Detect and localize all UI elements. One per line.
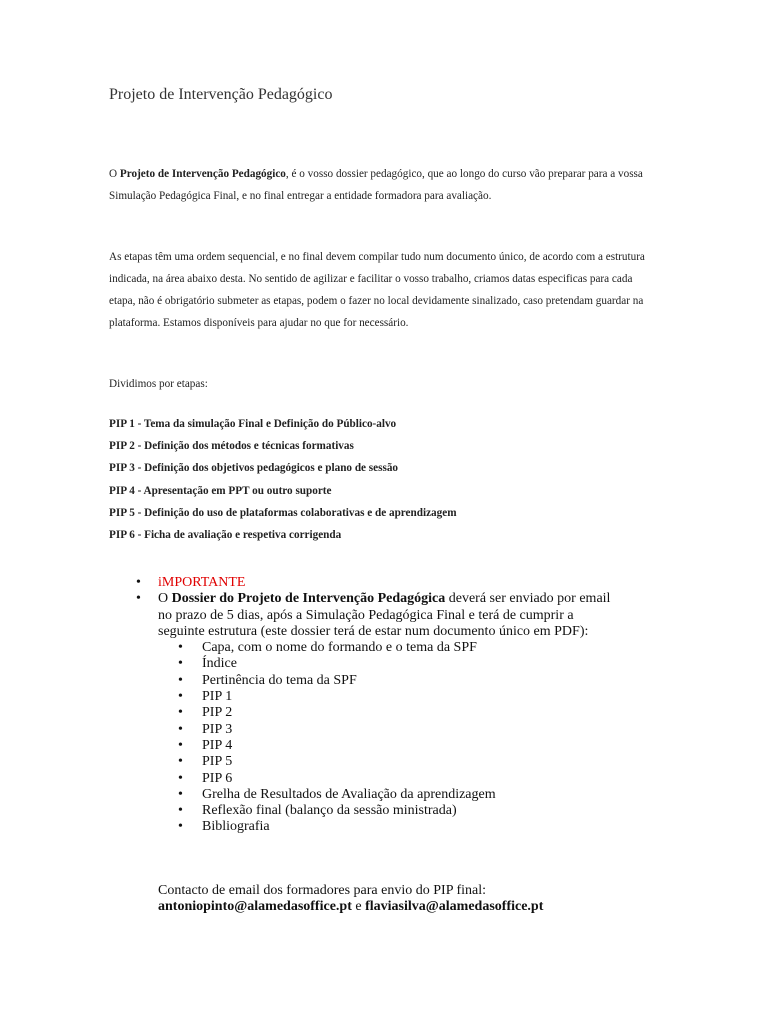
stages-paragraph: As etapas têm uma ordem sequencial, e no final devem compilar tudo num documento único, de acordo com a estrutura indicada, na área abaixo desta. No sentido de agilizar e facilitar o vosso trabalho, criamos datas especificas para cada etapa, não é obrigatório submeter as etapas, podem o fazer no local devidamente sinalizado, caso pretendam guardar na plataforma. Estamos disponíveis para ajudar no que for necessário.	[109, 251, 645, 329]
structure-item: • Bibliografia	[202, 819, 618, 835]
pip-item: PIP 1 - Tema da simulação Final e Definição do Público-alvo	[109, 418, 397, 430]
important-list	[158, 575, 618, 836]
structure-item: • Capa, com o nome do formando e o tema da SPF	[202, 640, 618, 656]
dossier-lead: O	[158, 591, 172, 607]
pip-item: PIP 5 - Definição do uso de plataformas colaborativas e de aprendizagem	[109, 506, 457, 519]
dossier-rest: deverá ser enviado por email no prazo de 5 dias, após a Simulação Pedagógica Final e terá de cumprir a seguinte estrutura (este dossier terá de estar num documento único em PDF):	[158, 591, 611, 639]
pip-item: PIP 3 - Definição dos objetivos pedagógicos e plano de sessão	[109, 462, 399, 475]
intro-lead: O	[109, 168, 120, 180]
email-link-flavia[interactable]: flaviasilva@alamedasoffice.pt	[365, 899, 544, 915]
page-title: Projeto de Intervenção Pedagógico	[109, 86, 333, 103]
contact-text: Contacto de email dos formadores para envio do PIP final:	[158, 883, 487, 898]
structure-item: • Pertinência do tema da SPF	[202, 673, 618, 689]
pip-item: PIP 6 - Ficha de avaliação e respetiva corrigenda	[109, 529, 342, 542]
structure-item: • Índice	[202, 656, 618, 672]
structure-item: • PIP 1	[202, 689, 618, 705]
important-label-item	[158, 575, 618, 591]
division-paragraph: Dividimos por etapas:	[109, 378, 208, 390]
intro-rest: , é o vosso dossier pedagógico, que ao longo do curso vão preparar para a vossa Simulação Pedagógica Final, e no final entregar a entidade formadora para avaliação.	[109, 168, 643, 202]
structure-item: • PIP 2	[202, 705, 618, 721]
email-link-antonio[interactable]: antoniopinto@alamedasoffice.pt	[158, 899, 352, 915]
important-label: iMPORTANTE	[158, 575, 246, 590]
dossier-item	[158, 591, 618, 835]
pip-item: PIP 4 - Apresentação em PPT ou outro suporte	[109, 484, 332, 497]
intro-paragraph	[109, 163, 657, 207]
intro-bold: Projeto de Intervenção Pedagógico	[119, 168, 286, 180]
structure-item: • PIP 4	[202, 738, 618, 754]
structure-item: • Grelha de Resultados de Avaliação da aprendizagem	[202, 787, 618, 803]
structure-item: • PIP 6	[202, 771, 618, 787]
contact-paragraph	[158, 883, 618, 916]
structure-item: • Reflexão final (balanço da sessão ministrada)	[202, 803, 618, 819]
structure-item: • PIP 5	[202, 754, 618, 770]
dossier-bold: Dossier do Projeto de Intervenção Pedagógica	[171, 591, 446, 607]
structure-list	[202, 640, 618, 836]
structure-item: • PIP 3	[202, 722, 618, 738]
pip-item: PIP 2 - Definição dos métodos e técnicas formativas	[109, 440, 354, 453]
contact-joiner: e	[351, 899, 366, 915]
pip-list	[109, 413, 669, 546]
